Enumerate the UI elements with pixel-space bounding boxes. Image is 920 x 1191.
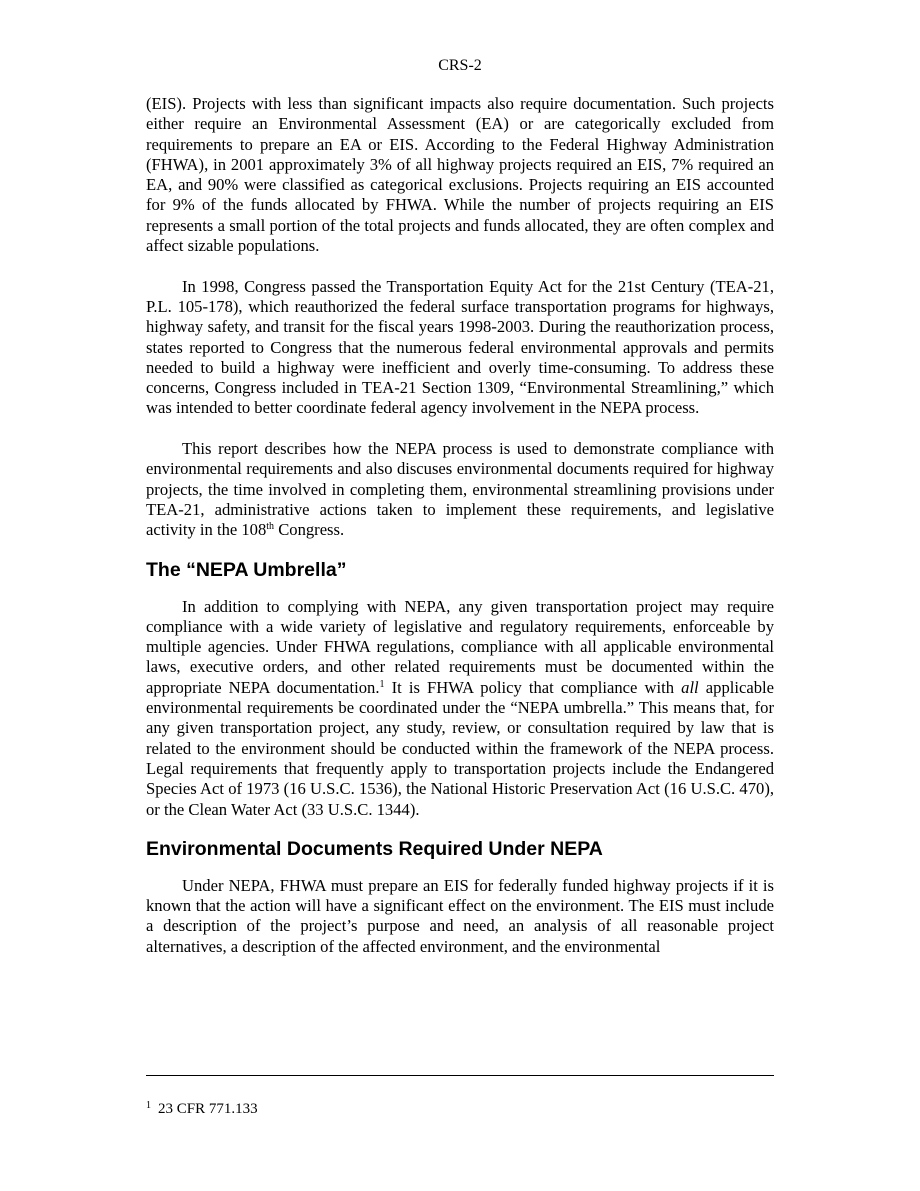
paragraph-text: This report describes how the NEPA process is used to demonstrate compliance with environmental requirements and also discuses environmental documents required for highway projects, the time involved in completing them, environmental streamlining provisions under TEA-21, administrative actions taken to implement these requirements, and legislative activity in the 108 bbox=[146, 439, 774, 540]
footnote-reference: 1 bbox=[379, 678, 385, 690]
superscript-ordinal: th bbox=[266, 521, 275, 533]
footnote-divider bbox=[146, 1075, 774, 1076]
paragraph-text: applicable environmental requirements be coordinated under the “NEPA umbrella.” This means that, for any given transportation project, any study, review, or consultation required by law that is related to the environment should be conducted within the framework of the NEPA process. Legal requirements that frequently apply to transportation projects include the Endangered Species Act of 1973 (16 U.S.C. 1536), the National Historic Preservation Act (16 U.S.C. 470), or the Clean Water Act (33 U.S.C. 1344). bbox=[146, 677, 774, 819]
section-heading-nepa-umbrella: The “NEPA Umbrella” bbox=[146, 558, 347, 581]
footnote-mark: 1 bbox=[146, 1100, 151, 1111]
paragraph-tea21: In 1998, Congress passed the Transportation Equity Act for the 21st Century (TEA-21, P.L. 105-178), which reauthorized the federal surface transportation programs for highways, highway safety, and transit for the fiscal years 1998-2003. During the reauthorization process, states reported to Congress that the numerous federal environmental approvals and permits needed to build a highway were inefficient and overly time-consuming. To address these concerns, Congress included in TEA-21 Section 1309, “Environmental Streamlining,” which was intended to better coordinate federal agency involvement in the NEPA process. bbox=[146, 276, 774, 418]
footnote-text: 23 CFR 771.133 bbox=[158, 1101, 258, 1117]
paragraph-nepa-umbrella bbox=[146, 597, 774, 820]
emphasis-text: all bbox=[681, 677, 699, 697]
paragraph-text: Congress. bbox=[274, 520, 345, 540]
body-text bbox=[146, 94, 774, 957]
paragraph-report-description bbox=[146, 439, 774, 540]
section-heading-environmental-documents: Environmental Documents Required Under NEPA bbox=[146, 837, 603, 860]
paragraph-environmental-documents: Under NEPA, FHWA must prepare an EIS for federally funded highway projects if it is known that the action will have a significant effect on the environment. The EIS must include a description of the project’s purpose and need, an analysis of all reasonable project alternatives, a description of the affected environment, and the environmental bbox=[146, 875, 774, 956]
footnote bbox=[146, 1096, 258, 1119]
paragraph-eis-overview: (EIS). Projects with less than significant impacts also require documentation. Such projects either require an Environmental Assessment (EA) or are categorically excluded from requirements to prepare an EA or EIS. According to the Federal Highway Administration (FHWA), in 2001 approximately 3% of all highway projects required an EIS, 7% required an EA, and 90% were classified as categorical exclusions. Projects requiring an EIS accounted for 9% of the funds allocated by FHWA. While the number of projects requiring an EIS represents a small portion of the total projects and funds allocated, they are often complex and affect sizable populations. bbox=[146, 94, 774, 256]
paragraph-text: It is FHWA policy that compliance with bbox=[384, 677, 682, 697]
page-number-header: CRS-2 bbox=[438, 57, 482, 74]
paragraph-text: In addition to complying with NEPA, any given transportation project may require compliance with a wide variety of legislative and regulatory requirements, enforceable by multiple agencies. Under FHWA regulations, compliance with all applicable environmental laws, executive orders, and other related requirements must be documented within the appropriate NEPA documentation. bbox=[146, 596, 774, 697]
